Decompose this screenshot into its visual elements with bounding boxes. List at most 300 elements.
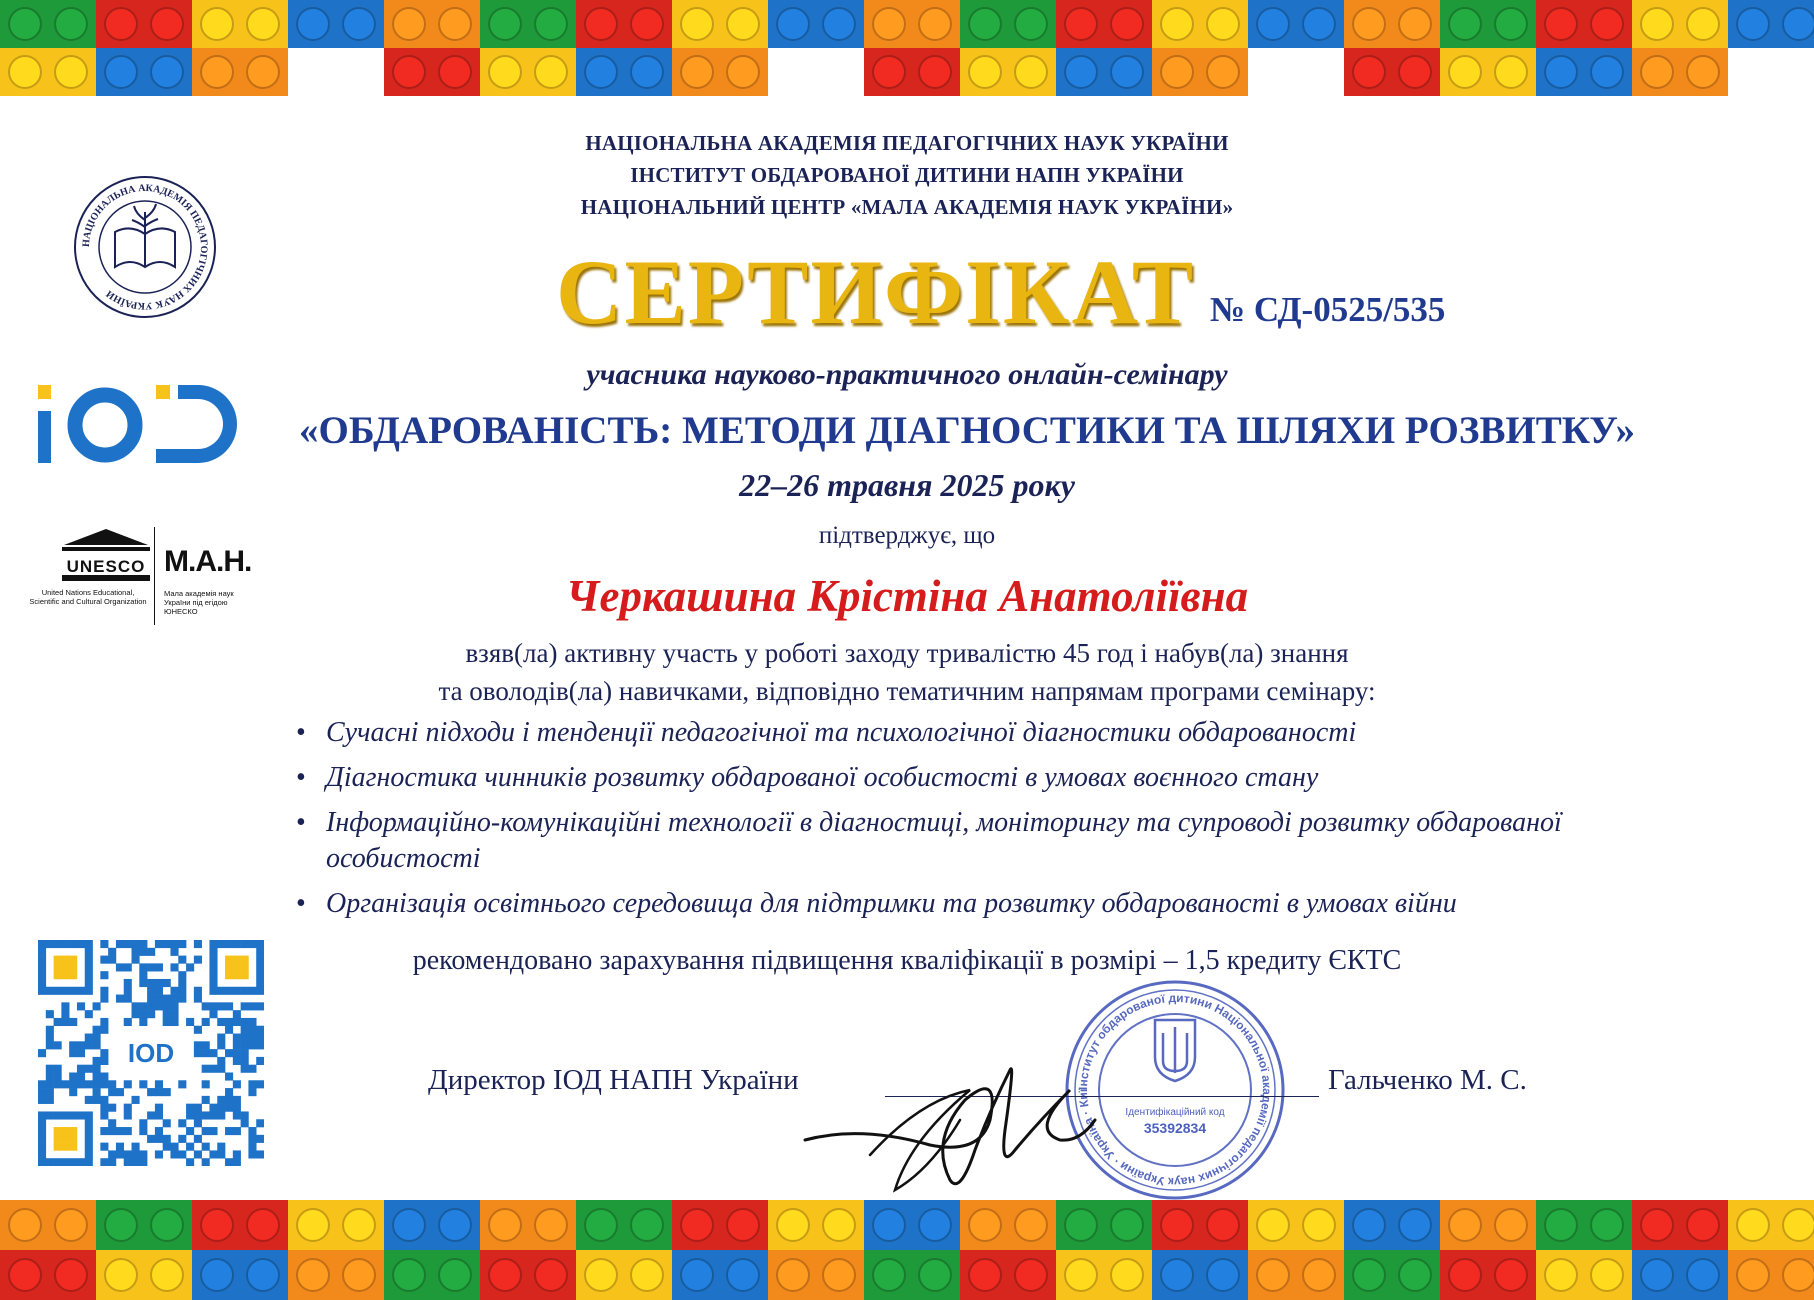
brick-stud [55,56,87,88]
qr-module [85,1135,93,1143]
qr-module [38,1119,46,1127]
brick-stud [1207,1209,1239,1241]
qr-module [108,1127,116,1135]
qr-module [170,995,178,1003]
qr-module [139,1127,147,1135]
qr-module [46,1041,54,1049]
qr-module [241,1002,249,1010]
brick-stud [1207,56,1239,88]
qr-module [93,1041,101,1049]
brick-stud [1015,56,1047,88]
brick-stud [823,1259,855,1291]
qr-module [233,1049,241,1057]
qr-module [194,1111,202,1119]
qr-module [178,1080,186,1088]
brick-stud [1545,1209,1577,1241]
qr-module [194,987,202,995]
qr-module [69,1018,77,1026]
brick-stud [1207,1259,1239,1291]
qr-module [61,1018,69,1026]
brick-stud [585,56,617,88]
qr-module [241,1065,249,1073]
brick-stud [1353,8,1385,40]
brick-stud [1687,1259,1719,1291]
qr-module [46,1010,54,1018]
header-line-3: НАЦІОНАЛЬНИЙ ЦЕНТР «МАЛА АКАДЕМІЯ НАУК УКРАЇНИ» [580,195,1234,219]
brick-stud [1161,8,1193,40]
brick-stud [631,56,663,88]
brick-pattern-bottom [0,1200,1814,1300]
qr-module [38,987,46,995]
handwritten-signature [800,1030,1100,1205]
qr-module [93,1002,101,1010]
brick-stud [727,1259,759,1291]
qr-module [241,1111,249,1119]
qr-module [139,1119,147,1127]
qr-module [163,1119,171,1127]
brick-stud [151,8,183,40]
bottom-brick-border [0,1200,1814,1300]
brick-stud [1065,56,1097,88]
brick-stud [55,1209,87,1241]
qr-module [93,1026,101,1034]
qr-module [194,1104,202,1112]
qr-module [38,979,46,987]
topic-text: Інформаційно-комунікаційні технології в діагностиці, моніторингу та супроводі розвитку обдарованої особистості [326,807,1562,874]
qr-module [38,1088,46,1096]
qr-module [116,1150,124,1158]
brick-stud [105,8,137,40]
brick-stud [343,8,375,40]
brick-stud [631,8,663,40]
qr-module [194,1041,202,1049]
brick-stud [823,8,855,40]
brick-stud [1449,8,1481,40]
qr-module [178,1135,186,1143]
qr-module [209,1111,217,1119]
brick-stud [1495,1259,1527,1291]
brick-stud [1257,1209,1289,1241]
qr-module [217,1104,225,1112]
qr-module [147,995,155,1003]
qr-module [147,1111,155,1119]
qr-module [256,1057,264,1065]
qr-module [241,1041,249,1049]
qr-module [147,1010,155,1018]
qr-module [46,1088,54,1096]
man-logo-text: М.А.Н. [164,545,252,578]
qr-module [217,1143,225,1151]
brick-stud [393,1209,425,1241]
qr-module [108,1119,116,1127]
qr-module [139,1150,147,1158]
brick-stud [1303,1259,1335,1291]
qr-module [233,1111,241,1119]
brick-stud [247,1259,279,1291]
brick-stud [873,1259,905,1291]
qr-module [241,1049,249,1057]
brick-stud [151,1259,183,1291]
qr-module [209,1049,217,1057]
brick-stud [439,1209,471,1241]
brick-stud [1399,8,1431,40]
qr-module [85,1065,93,1073]
qr-module [241,1057,249,1065]
qr-module [202,1049,210,1057]
qr-module [85,1096,93,1104]
brick-stud [1687,56,1719,88]
qr-module [233,1158,241,1166]
brick-stud [1545,56,1577,88]
brick-stud [247,1209,279,1241]
qr-module [93,1088,101,1096]
qr-module [100,987,108,995]
qr-module [100,1158,108,1166]
qr-module [54,1127,62,1135]
qr-module [248,1065,256,1073]
qr-module [202,1018,210,1026]
qr-module [85,1111,93,1119]
brick-stud [1399,56,1431,88]
qr-module [38,1049,46,1057]
brick-stud [873,8,905,40]
brick-pattern-top [0,0,1814,96]
qr-module [116,1143,124,1151]
topic-text: Сучасні підходи і тенденції педагогічної та психологічної діагностики обдарованості [326,717,1357,748]
brick-stud [1641,56,1673,88]
qr-module [132,1150,140,1158]
qr-module [155,979,163,987]
qr-module [225,987,233,995]
qr-module [217,1041,225,1049]
qr-module [178,987,186,995]
brick-stud [535,1259,567,1291]
qr-module [61,1010,69,1018]
qr-module [194,1135,202,1143]
napn-seal-text: НАЦІОНАЛЬНА АКАДЕМІЯ ПЕДАГОГІЧНИХ НАУК УКРАЇНИ [80,182,210,312]
qr-module [256,1150,264,1158]
qr-module [202,1143,210,1151]
qr-module [38,1150,46,1158]
qr-module [85,979,93,987]
brick-stud [1353,1209,1385,1241]
brick-stud [1257,8,1289,40]
brick-stud [585,1259,617,1291]
brick-stud [1591,56,1623,88]
brick-stud [1641,1209,1673,1241]
brick-stud [1111,1209,1143,1241]
brick-stud [1161,1209,1193,1241]
qr-module [248,1002,256,1010]
brick-stud [9,8,41,40]
qr-module [248,1135,256,1143]
qr-module [46,1065,54,1073]
brick-stud [1783,1209,1814,1241]
brick-stud [777,1259,809,1291]
qr-module [186,1158,194,1166]
qr-module [61,1080,69,1088]
brick-stud [55,8,87,40]
qr-module [225,1049,233,1057]
qr-module [69,1127,77,1135]
qr-module [155,987,163,995]
brick-stud [1353,1259,1385,1291]
qr-module [202,1080,210,1088]
seminar-title: «ОБДАРОВАНІСТЬ: МЕТОДИ ДІАГНОСТИКИ ТА ШЛЯХИ РОЗВИТКУ» [299,409,1635,452]
qr-module [155,1111,163,1119]
qr-module [100,1143,108,1151]
qr-module [108,1104,116,1112]
brick-stud [1495,1209,1527,1241]
qr-module [233,1010,241,1018]
qr-module [241,1018,249,1026]
qr-module [139,1010,147,1018]
topic-item [296,805,1676,877]
qr-module [217,1034,225,1042]
qr-module [54,1158,62,1166]
brick-stud [1449,1259,1481,1291]
qr-module [233,1104,241,1112]
brick-stud [489,1209,521,1241]
qr-module [139,1158,147,1166]
qr-module [69,1088,77,1096]
qr-module [77,987,85,995]
qr-module [85,987,93,995]
qr-module [241,1026,249,1034]
qr-module [209,979,217,987]
qr-module [178,1150,186,1158]
qr-module [54,1135,62,1143]
qr-module [116,1127,124,1135]
qr-module [124,1158,132,1166]
qr-module [132,1010,140,1018]
qr-module [38,1143,46,1151]
qr-module [69,1041,77,1049]
qr-module [124,1127,132,1135]
qr-module [256,1080,264,1088]
qr-module [241,1119,249,1127]
qr-center-logo: IOD [127,1038,175,1068]
qr-module [46,1080,54,1088]
qr-module [194,1119,202,1127]
brick-stud [631,1209,663,1241]
seminar-dates: 22–26 травня 2025 року [739,467,1075,503]
topic-text: Діагностика чинників розвитку обдарованої особистості в умовах воєнного стану [326,762,1319,793]
qr-module [46,1111,54,1119]
qr-module [163,1088,171,1096]
qr-module [225,1158,233,1166]
participant-name: Черкашина Крістіна Анатоліївна [565,571,1249,621]
qr-module [155,1080,163,1088]
qr-module [54,987,62,995]
qr-module [124,1150,132,1158]
qr-module [233,1057,241,1065]
qr-module [77,1041,85,1049]
qr-module [100,1127,108,1135]
brick-stud [393,56,425,88]
qr-module [248,1127,256,1135]
qr-module [85,1158,93,1166]
brick-stud [489,56,521,88]
qr-module [85,1080,93,1088]
brick-stud [1353,56,1385,88]
qr-module [225,1072,233,1080]
qr-module [124,987,132,995]
brick-stud [535,8,567,40]
brick-stud [105,1259,137,1291]
qr-module [256,1041,264,1049]
qr-module [241,987,249,995]
brick-stud [969,1259,1001,1291]
qr-module [77,1049,85,1057]
qr-module [217,1057,225,1065]
qr-module [256,1002,264,1010]
qr-module [100,1111,108,1119]
qr-module [77,1158,85,1166]
qr-module [170,1143,178,1151]
qr-module [163,979,171,987]
brick-stud [777,1209,809,1241]
qr-module [85,1119,93,1127]
brick-stud [1303,1209,1335,1241]
qr-module [186,1111,194,1119]
qr-module [163,995,171,1003]
qr-module [233,1080,241,1088]
qr-module [256,987,264,995]
stamp-id-code: 35392834 [1143,1120,1207,1136]
qr-module [46,1158,54,1166]
brick-stud [919,8,951,40]
brick-stud [969,56,1001,88]
qr-module [100,1057,108,1065]
qr-module [61,987,69,995]
qr-module [225,1096,233,1104]
qr-module [163,1018,171,1026]
qr-module [85,1143,93,1151]
qr-module [217,1096,225,1104]
qr-module [139,1002,147,1010]
brick-stud [969,8,1001,40]
recommendation-text: рекомендовано зарахування підвищення кваліфікації в розмірі – 1,5 кредиту ЄКТС [412,945,1402,976]
qr-module [233,1127,241,1135]
qr-module [124,979,132,987]
qr-module [61,1127,69,1135]
qr-module [61,1111,69,1119]
stamp-id-label: Ідентифікаційний код [1125,1107,1225,1118]
brick-stud [247,8,279,40]
bullet-icon: • [296,717,306,748]
qr-module [186,1018,194,1026]
qr-module [209,1150,217,1158]
qr-module [38,1135,46,1143]
qr-module [139,979,147,987]
brick-stud [1737,8,1769,40]
qr-module [155,1135,163,1143]
participant-line: учасника науково-практичного онлайн-семінару [586,358,1228,391]
brick-stud [1641,8,1673,40]
qr-module [38,1080,46,1088]
qr-module [155,995,163,1003]
qr-module [163,1135,171,1143]
qr-module [93,1072,101,1080]
qr-module [233,1034,241,1042]
qr-module [100,995,108,1003]
brick-stud [201,1259,233,1291]
qr-module [85,1034,93,1042]
qr-module [93,1057,101,1065]
qr-module [178,979,186,987]
qr-module [85,1150,93,1158]
brick-stud [1449,1209,1481,1241]
header-line-1: НАЦІОНАЛЬНА АКАДЕМІЯ ПЕДАГОГІЧНИХ НАУК УКРАЇНИ [585,131,1229,155]
qr-module [225,1104,233,1112]
qr-module [241,1034,249,1042]
qr-module [93,1096,101,1104]
qr-module [93,1080,101,1088]
qr-module [124,1104,132,1112]
qr-module [163,1010,171,1018]
brick-stud [247,56,279,88]
qr-module [248,1088,256,1096]
brick-stud [1449,56,1481,88]
qr-module [69,1143,77,1151]
qr-module [178,1119,186,1127]
brick-stud [681,8,713,40]
qr-module [248,1143,256,1151]
qr-module [69,1135,77,1143]
brick-stud [151,56,183,88]
qr-module [209,1010,217,1018]
brick-stud [1207,8,1239,40]
qr-module [147,1135,155,1143]
qr-module [100,1080,108,1088]
qr-module [163,1143,171,1151]
qr-module [46,1072,54,1080]
brick-stud [1111,1259,1143,1291]
brick-stud [1399,1259,1431,1291]
brick-stud [969,1209,1001,1241]
topic-item [296,760,1676,796]
qr-module [248,1034,256,1042]
qr-module [202,1096,210,1104]
qr-module [93,1065,101,1073]
qr-module [225,1026,233,1034]
qr-module [46,1096,54,1104]
qr-module [147,1088,155,1096]
brick-stud [1015,1209,1047,1241]
brick-stud [9,1209,41,1241]
qr-module [38,1158,46,1166]
qr-module [170,1002,178,1010]
qr-module [202,1158,210,1166]
qr-module [108,1080,116,1088]
qr-module [116,995,124,1003]
qr-module [248,1150,256,1158]
qr-module [108,1088,116,1096]
qr-module [54,1080,62,1088]
qr-module [217,987,225,995]
brick-stud [1161,56,1193,88]
top-brick-border [0,0,1814,96]
brick-stud [1015,1259,1047,1291]
bullet-icon: • [296,807,306,838]
qr-module [217,1065,225,1073]
qr-module [163,1002,171,1010]
qr-module [69,1158,77,1166]
qr-module [100,1104,108,1112]
qr-module [202,1111,210,1119]
qr-module [147,987,155,995]
